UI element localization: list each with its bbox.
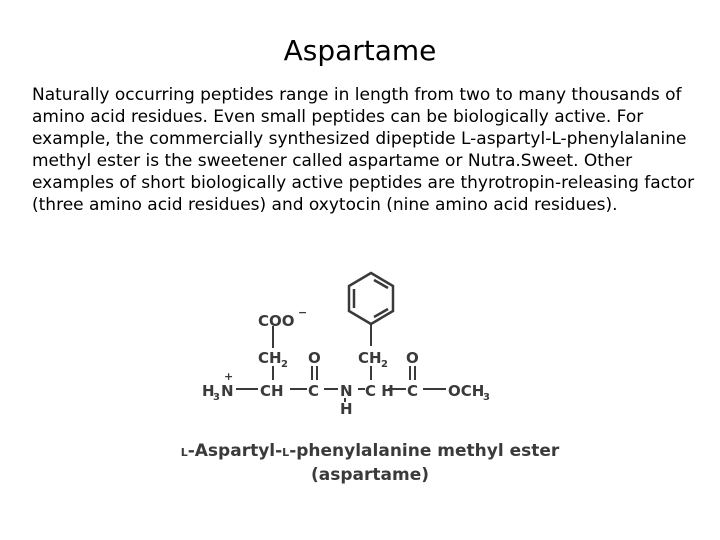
ch2-label-left: CH [258,349,282,367]
carbonyl-c-right: C [407,382,419,400]
negative-charge-label: − [298,306,308,319]
caption-rest: -phenylalanine methyl ester [289,441,560,461]
slide-title: Aspartame [283,34,437,67]
positive-charge-label: + [224,370,234,383]
ch2-label-right: CH [358,349,382,367]
caption-prefix-l2: L [282,446,290,459]
slide-body-text: Naturally occurring peptides range in length from two to many thousands of amino acid residues. Even small peptides can be biologically active. For example, the commercially synthesized dipeptide L-aspartyl-L-phenylalanine methyl ester is the sweetener called aspartame or Nutra.Sweet. Other examples of short biologically active peptides are thyrotropin-releasing factor (three amino acid residues) and oxytocin (nine amino acid residues). [32,85,695,215]
methoxy-label: OCH [448,382,485,400]
alpha-ch-left: CH [260,382,284,400]
benzene-ring-icon [349,273,393,324]
aspartame-structure-svg [150,268,570,438]
h-label: H [202,382,215,400]
aspartame-structure-diagram [150,268,570,443]
carboxylate-label: COO [258,312,295,330]
caption-prefix-l1: L [180,446,188,459]
subscript-3-methyl: 3 [483,392,490,403]
alpha-ch-right: C H [365,382,394,400]
subscript-2-right: 2 [381,359,388,370]
carbonyl-o-left: O [308,349,321,367]
ammonium-n-label: N [221,382,234,400]
structure-caption [150,440,590,486]
carbonyl-o-right: O [406,349,419,367]
subscript-2-left: 2 [281,359,288,370]
carbonyl-c-left: C [308,382,320,400]
subscript-3-ammonium: 3 [213,392,220,403]
caption-mid: -Aspartyl- [187,441,283,461]
amide-h-label: H [340,400,353,418]
amide-n-label: N [340,382,353,400]
caption-line-2: (aspartame) [311,465,429,485]
caption-line-1 [150,440,590,464]
